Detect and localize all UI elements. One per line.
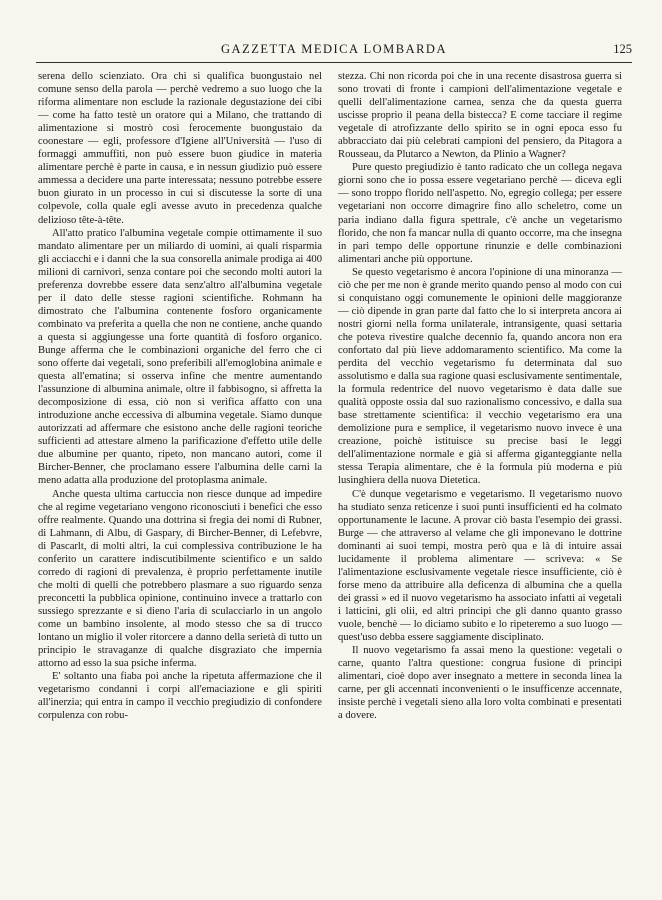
page-number: 125 (613, 42, 632, 56)
page-header (36, 40, 632, 63)
paragraph: Pure questo pregiudizio è tanto radicato che un collega negava giorni sono che io possa essere vegetariano perchè — diceva egli — sono troppo florido nell'aspetto. No, egregio collega; per essere vegetariani non occorre dimagrire fino allo scheletro, come un paria indiano dalla figura spettrale, c'è anche un vegetarismo florido, che non fa mancar nulla di quanto occorre, ma che insegna in pari tempo delle opportune rinunzie e delle combinazioni alimentari anche più opportune. (338, 162, 622, 265)
paragraph: Anche questa ultima cartuccia non riesce dunque ad impedire che al regime vegetariano vengono riconosciuti i benefici che esso offre realmente. Quando una dottrina si fregia dei nomi di Rubner, di Lahmann, di Albu, di Gaspary, di Bircher-Benner, di Lefebvre, di Pascarlt, di molti altri, la cui complessiva contribuzione le ha conferito un carattere indiscutibilmente scientifico e un saldo corredo di ragioni di prevalenza, è proprio perfettamente inutile che molti di quelli che potrebbero plasmare a suo riguardo senza preconcetti la pubblica opinione, continuino invece a trattarlo con sussiego sprezzante e si dieno l'aria di sculacciarlo in un angolo come un bambino insolente, al modo stesso che sa di trucco lontano un miglio il voler ritorcere a danno della serietà di tutto un principio le stravaganze di qualche disgraziato che impernia attorno ad esso la sua psiche inferma. (38, 488, 322, 670)
paragraph: serena dello scienziato. Ora chi si qualifica buongustaio nel comune senso della parola — perchè vedremo a suo luogo che la riforma alimentare non esclude la razionale degustazione dei cibi — come ha fatto testè un oratore qui a Milano, che trattando di alimentazione si mostrò così ferocemente buongustaio da coonestare — egli, professore d'Igiene all'Università — l'uso di formaggi ammuffiti, non può essere buon giudice in materia alimentare perchè è parte in causa, e in nessun giudizio può essere ammessa a decidere una parte interessata; nessuno potrebbe essere buon giurato in un processo in cui si discutesse la sorte di una colpevole, colla quale egli avesse avuto in precedenza qualche delizioso tête-à-tête. (38, 71, 322, 226)
right-column (338, 70, 622, 722)
paragraph: E' soltanto una fiaba poi anche la ripetuta affermazione che il vegetarismo condanni i corpi all'emaciazione e gli spiriti all'inerzia; qui entra in campo il vecchio pregiudizio di confondere corpulenza con robu- (38, 671, 322, 722)
paragraph: All'atto pratico l'albumina vegetale compie ottimamente il suo mandato alimentare per un miliardo di uomini, ai quali risparmia gli acciacchi e i danni che la sua consorella animale prodiga ai 400 milioni di carnivori, senza contare poi che secondo molti autori la preferenza dovrebbe essere data senz'altro all'albumina vegetale per il dato delle stesse ragioni scientifiche. Rohmann ha dimostrato che l'albumina contenente fosforo organicamente combinato va preferita a quella che non ne contiene, anche quando a questa si aggiungesse una forte quantità di fosforo organico. Bunge afferma che le combinazioni organiche del ferro che ci sono offerte dai vegetali, sono preferibili all'emoglobina animale e questa all'ematina; si osserva infine che mentre aumentando l'assunzione di albumina animale, oltre il fabbisogno, si affretta la decomposizione di essa, ciò non si verifica affatto con una introduzione anche eccessiva di albumina vegetale. Siamo dunque autorizzati ad affermare che esistono anche delle ragioni teoriche sufficienti ad attestare almeno la parificazione d'effetto utile delle due albumine per quanto, ripeto, non mancano autori, come il Bircher-Benner, che proclamano essere l'albumina delle carni la meno adatta alla produzione del protoplasma animale. (38, 227, 322, 487)
paragraph: C'è dunque vegetarismo e vegetarismo. Il vegetarismo nuovo ha studiato senza reticenze i suoi punti insufficienti ed ha colmato opportunamente le lacune. A provar ciò basta l'esempio dei grassi. Burge — che attraverso al velame che gli imponevano le dottrine dominanti ai suoi tempi, mostra però qua e là di intuire assai lucidamente il problema alimentare — scriveva: « Se l'alimentazione esclusivamente vegetale riesce insufficiente, ciò è forse meno da attribuire alla deficenza di albumina che a quella dei grassi » ed il nuovo vegetarismo ha associato infatti ai vegetali i latticini, gli olii, ed altri principi che gli danno quanto grasso vuole, benchè — lo diciamo subito e lo ripeteremo a suo luogo — quest'uso debba essere saggiamente disciplinato. (338, 488, 622, 644)
running-title: GAZZETTA MEDICA LOMBARDA (221, 42, 447, 56)
paragraph: stezza. Chi non ricorda poi che in una recente disastrosa guerra si sono trovati di fronte i campioni dell'alimentazione vegetale e quelli dell'alimentazione carnea, senza che da questa guerra uscisse proprio il peana della bistecca? E come tacciare il regime vegetale di atrofizzante dello spirito se in ogni epoca esso fu abbracciato dai più celebrati campioni del pensiero, da Pitagora a Rousseau, da Plutarco a Newton, da Plinio a Wagner? (338, 71, 622, 161)
left-column (38, 70, 322, 722)
paragraph: Il nuovo vegetarismo fa assai meno la questione: vegetali o carne, quanto l'altra questione: congrua fusione di principi alimentari, cioè dopo aver insegnato a mettere in seconda linea la carne, per gli accennati inconvenienti o le insufficenze accennate, insiste perchè i vegetali sieno alla loro volta combinati e presentati a dovere. (338, 645, 622, 722)
paragraph: Se questo vegetarismo è ancora l'opinione di una minoranza — ciò che per me non è grande merito quando penso al modo con cui si conquistano oggi comunemente le opinioni delle maggioranze — ciò dipende in gran parte dal fatto che lo si interpreta ancora ai nostri giorni nella forma unilaterale, intransigente, quasi settaria che poteva rivestire qualche decennio fa, quando ancora non era confortato dal più lieve addomaramento scientifico. Ma come la perdita del vecchio vegetarismo fu determinata dal suo assolutismo e dalla sua ragione quasi esclusivamente sentimentale, la formula redentrice del nuovo vegetarismo è data dalle sue qualità opposte ossia dal suo razionalismo concessivo, e dalla sua base strettamente scientifica: il vecchio vegetarismo era una demolizione pura e semplice, il vegetarismo nuovo invece è una creazione, poichè istituisce su precise basi le leggi dell'alimentazione normale e già si afferma giganteggiante nella stessa Terapia alimentare, che è la formula più moderna e più lusinghiera della nuova Dietetica. (338, 266, 622, 487)
